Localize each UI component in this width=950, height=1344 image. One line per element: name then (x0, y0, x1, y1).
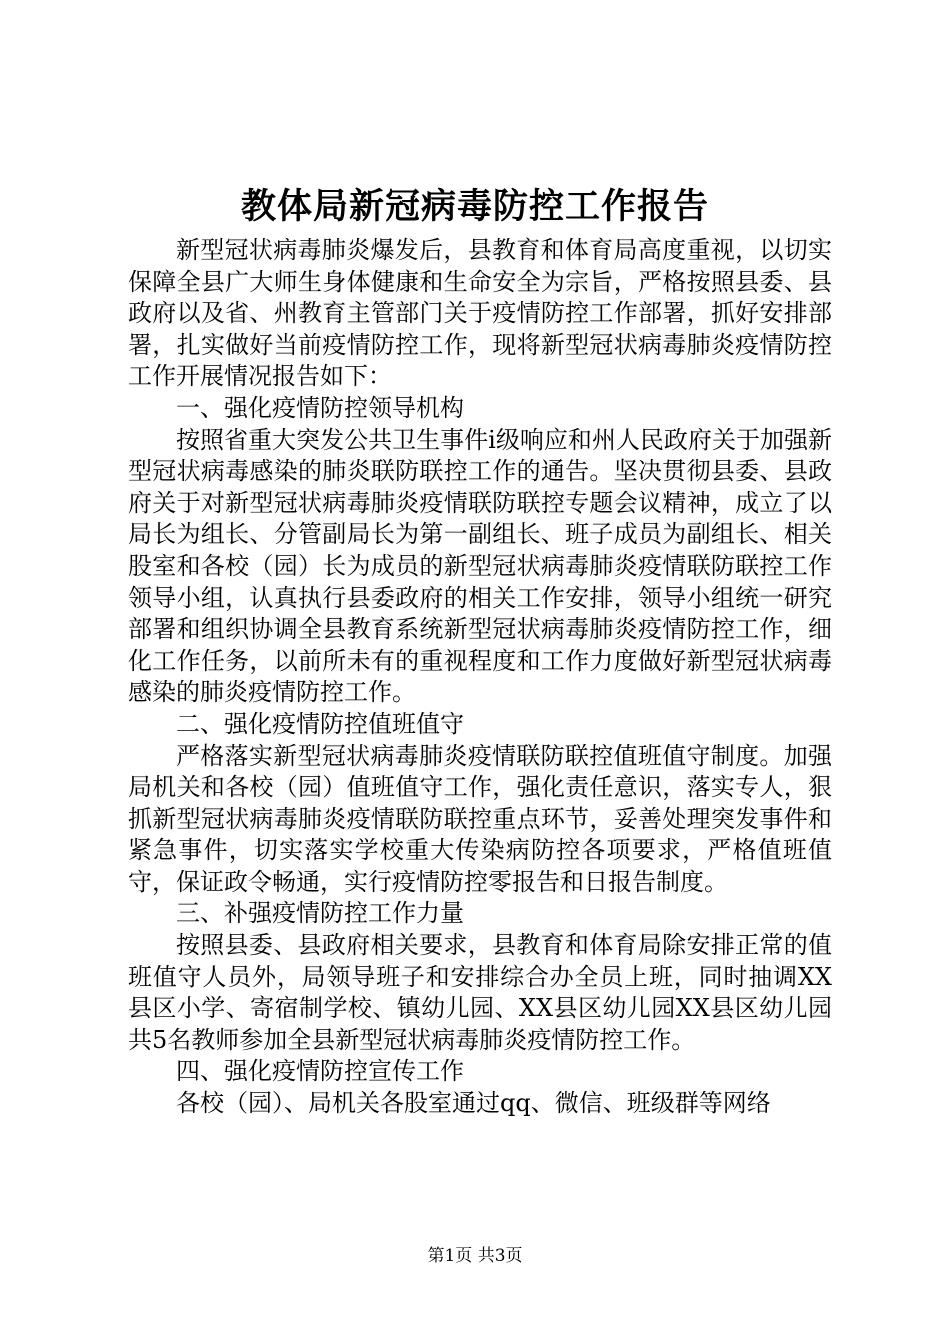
section-heading-1: 一、强化疫情防控领导机构 (176, 393, 464, 422)
section-body-1: 按照省重大突发公共卫生事件ⅰ级响应和州人民政府关于加强新型冠状病毒感染的肺炎联防联控工作的通告。坚决贯彻县委、县政府关于对新型冠状病毒肺炎疫情联防联控专题会议精神，成立了以局长为组长、分管副局长为第一副组长、班子成员为副组长、相关股室和各校（园）长为成员的新型冠状病毒肺炎疫情联防联控工作领导小组，认真执行县委政府的相关工作安排，领导小组统一研究部署和组织协调全县教育系统新型冠状病毒肺炎疫情防控工作，细化工作任务，以前所未有的重视程度和工作力度做好新型冠状病毒感染的肺炎疫情防控工作。 (128, 425, 832, 707)
section-body-3: 按照县委、县政府相关要求，县教育和体育局除安排正常的值班值守人员外，局领导班子和安排综合办全员上班，同时抽调XX县区小学、寄宿制学校、镇幼儿园、XX县区幼儿园XX县区幼儿园共5名教师参加全县新型冠状病毒肺炎疫情防控工作。 (128, 931, 832, 1054)
document-body (128, 235, 832, 1120)
section-heading-3: 三、补强疫情防控工作力量 (176, 899, 464, 928)
section-heading-4: 四、强化疫情防控宣传工作 (176, 1057, 464, 1086)
page-footer: 第1页 共3页 (427, 1246, 523, 1266)
intro-paragraph: 新型冠状病毒肺炎爆发后，县教育和体育局高度重视，以切实保障全县广大师生身体健康和生命安全为宗旨，严格按照县委、县政府以及省、州教育主管部门关于疫情防控工作部署，抓好安排部署，扎实做好当前疫情防控工作，现将新型冠状病毒肺炎疫情防控工作开展情况报告如下： (128, 236, 832, 391)
section-heading-2: 二、强化疫情防控值班值守 (176, 709, 464, 738)
section-body-4: 各校（园）、局机关各股室通过qq、微信、班级群等网络 (176, 1089, 771, 1118)
section-body-2: 严格落实新型冠状病毒肺炎疫情联防联控值班值守制度。加强局机关和各校（园）值班值守工作，强化责任意识，落实专人，狠抓新型冠状病毒肺炎疫情联防联控重点环节，妥善处理突发事件和紧急事件，切实落实学校重大传染病防控各项要求，严格值班值守，保证政令畅通，实行疫情防控零报告和日报告制度。 (128, 741, 832, 896)
document-title: 教体局新冠病毒防控工作报告 (240, 186, 709, 227)
